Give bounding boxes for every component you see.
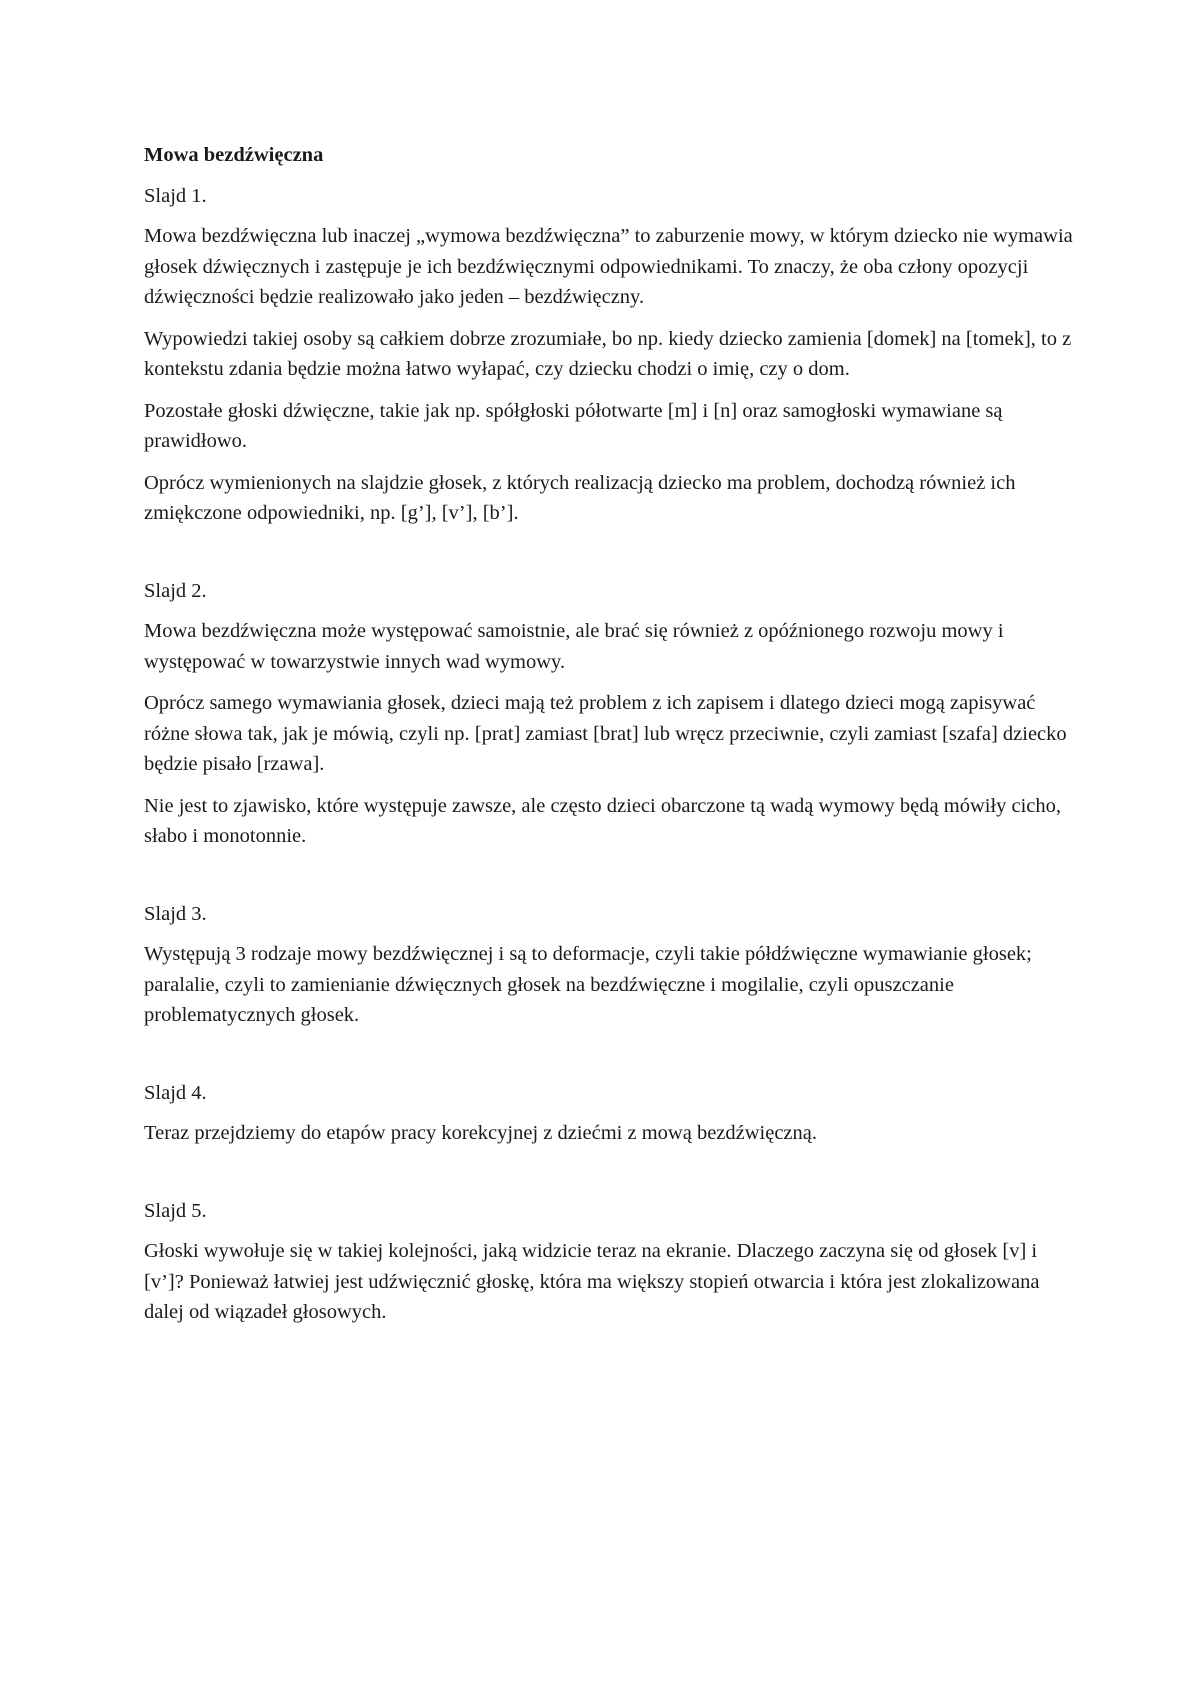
section-slide-5: [144, 1196, 1074, 1328]
paragraph: Występują 3 rodzaje mowy bezdźwięcznej i są to deformacje, czyli takie półdźwięczne wymawianie głosek; paralalie, czyli to zamienianie dźwięcznych głosek na bezdźwięczne i mogilalie, czyli opuszczanie problematycznych głosek.: [144, 943, 1032, 1026]
slide-heading: Slajd 4.: [144, 1081, 207, 1104]
section-spacer: [144, 540, 1074, 576]
slide-heading: Slajd 3.: [144, 902, 207, 925]
paragraph: Pozostałe głoski dźwięczne, takie jak np. spółgłoski półotwarte [m] i [n] oraz samogłoski wymawiane są prawidłowo.: [144, 399, 1003, 452]
section-slide-2: [144, 576, 1074, 852]
paragraph: Teraz przejdziemy do etapów pracy korekcyjnej z dziećmi z mową bezdźwięczną.: [144, 1122, 818, 1144]
paragraph: Mowa bezdźwięczna może występować samoistnie, ale brać się również z opóźnionego rozwoju mowy i występować w towarzystwie innych wad wymowy.: [144, 620, 1004, 673]
paragraph: Oprócz samego wymawiania głosek, dzieci mają też problem z ich zapisem i dlatego dzieci mogą zapisywać różne słowa tak, jak je mówią, czyli np. [prat] zamiast [brat] lub wręcz przeciwnie, czyli zamiast [szafa] dziecko będzie pisało [rzawa].: [144, 692, 1067, 775]
section-spacer: [144, 1160, 1074, 1196]
section-slide-1: [144, 181, 1074, 529]
section-slide-3: [144, 899, 1074, 1031]
slide-heading: Slajd 5.: [144, 1199, 207, 1222]
document-page: [144, 140, 1074, 1339]
paragraph: Wypowiedzi takiej osoby są całkiem dobrze zrozumiałe, bo np. kiedy dziecko zamienia [domek] na [tomek], to z kontekstu zdania będzie można łatwo wyłapać, czy dziecku chodzi o imię, czy o dom.: [144, 327, 1072, 380]
section-spacer: [144, 863, 1074, 899]
document-title: Mowa bezdźwięczna: [144, 144, 324, 166]
paragraph: Głoski wywołuje się w takiej kolejności, jaką widzicie teraz na ekranie. Dlaczego zaczyna się od głosek [v] i [v’]? Ponieważ łatwiej jest udźwięcznić głoskę, która ma większy stopień otwarcia i która jest zlokalizowana dalej od wiązadeł głosowych.: [144, 1240, 1040, 1323]
paragraph: Oprócz wymienionych na slajdzie głosek, z których realizacją dziecko ma problem, dochodzą również ich zmiękczone odpowiedniki, np. [g’], [v’], [b’].: [144, 471, 1016, 524]
section-slide-4: [144, 1078, 1074, 1149]
slide-heading: Slajd 2.: [144, 579, 207, 602]
paragraph: Nie jest to zjawisko, które występuje zawsze, ale często dzieci obarczone tą wadą wymowy będą mówiły cicho, słabo i monotonnie.: [144, 794, 1062, 847]
section-spacer: [144, 1042, 1074, 1078]
slide-heading: Slajd 1.: [144, 184, 207, 207]
paragraph: Mowa bezdźwięczna lub inaczej „wymowa bezdźwięczna” to zaburzenie mowy, w którym dziecko nie wymawia głosek dźwięcznych i zastępuje je ich bezdźwięcznymi odpowiednikami. To znaczy, że oba człony opozycji dźwięczności będzie realizowało jako jeden – bezdźwięczny.: [144, 225, 1073, 308]
